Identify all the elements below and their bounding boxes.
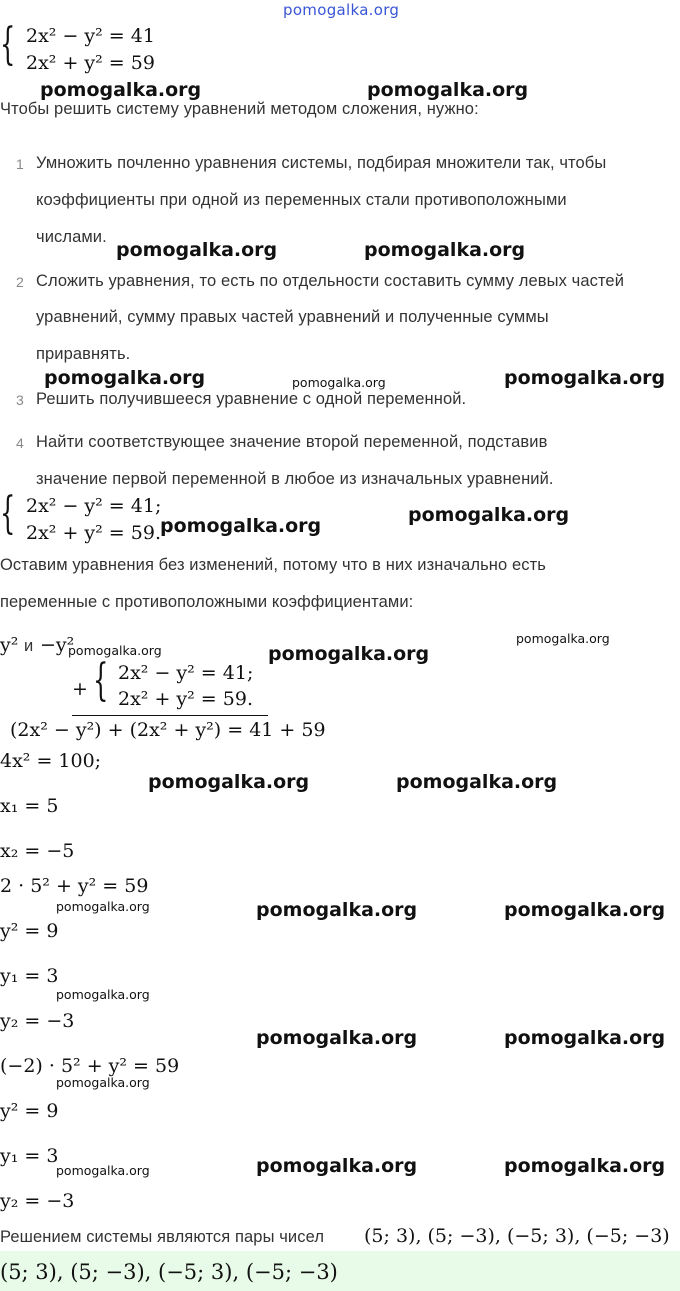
- watermark: pomogalka.org: [364, 239, 526, 261]
- watermark: pomogalka.org: [56, 987, 150, 1002]
- step-line: Сложить уравнения, то есть по отдельности составить сумму левых частей: [36, 272, 625, 290]
- step-line: уравнений, сумму правых частей уравнений и полученные суммы: [36, 308, 549, 326]
- intro-text: Чтобы решить систему уравнений методом сложения, нужно:: [0, 100, 479, 118]
- watermark: pomogalka.org: [160, 515, 322, 537]
- step-line: Умножить почленно уравнения системы, подбирая множители так, чтобы: [36, 154, 607, 172]
- step-number: 1: [16, 156, 24, 172]
- watermark: pomogalka.org: [148, 771, 310, 793]
- conclusion-pairs: (5; 3), (5; −3), (−5; 3), (−5; −3): [364, 1225, 670, 1247]
- watermark-top: pomogalka.org: [283, 1, 400, 19]
- explain-line: переменные с противоположными коэффициентами:: [0, 593, 414, 611]
- system2-eq1: 2x² − y² = 41;: [26, 495, 162, 517]
- watermark: pomogalka.org: [396, 771, 558, 793]
- step-line: коэффициенты при одной из переменных стали противоположными: [36, 191, 567, 209]
- watermark: pomogalka.org: [504, 899, 666, 921]
- watermark: pomogalka.org: [256, 1155, 418, 1177]
- addition-sum: (2x² − y²) + (2x² + y²) = 41 + 59: [10, 719, 326, 741]
- watermark: pomogalka.org: [367, 79, 529, 101]
- solution-line: y₂ = −3: [0, 1190, 75, 1212]
- system-brace: {: [93, 655, 109, 706]
- step-line: числами.: [36, 228, 107, 246]
- solution-line: y₂ = −3: [0, 1010, 75, 1032]
- solution-line: 2 · 5² + y² = 59: [0, 875, 149, 897]
- solution-line: y₁ = 3: [0, 1145, 59, 1167]
- solution-line: 4x² = 100;: [0, 750, 102, 772]
- watermark: pomogalka.org: [40, 79, 202, 101]
- answer-text: (5; 3), (5; −3), (−5; 3), (−5; −3): [0, 1260, 338, 1284]
- step-number: 4: [16, 435, 24, 451]
- coeff-b: −y²: [40, 634, 75, 656]
- watermark: pomogalka.org: [56, 899, 150, 914]
- step-number: 3: [16, 392, 24, 408]
- watermark: pomogalka.org: [56, 1163, 150, 1178]
- watermark: pomogalka.org: [56, 1075, 150, 1090]
- watermark: pomogalka.org: [504, 367, 666, 389]
- system1-eq1: 2x² − y² = 41: [26, 25, 155, 47]
- step-line: приравнять.: [36, 345, 131, 363]
- coeff-a: y²: [0, 634, 19, 656]
- watermark: pomogalka.org: [116, 239, 278, 261]
- watermark: pomogalka.org: [256, 899, 418, 921]
- addition-eq1: 2x² − y² = 41;: [118, 662, 254, 684]
- addition-eq2: 2x² + y² = 59.: [118, 688, 253, 710]
- watermark: pomogalka.org: [504, 1027, 666, 1049]
- step-number: 2: [16, 274, 24, 290]
- explain-line: Оставим уравнения без изменений, потому что в них изначально есть: [0, 556, 546, 574]
- watermark: pomogalka.org: [408, 504, 570, 526]
- solution-line: x₂ = −5: [0, 840, 75, 862]
- solution-line: y² = 9: [0, 920, 59, 942]
- step-line: значение первой переменной в любое из изначальных уравнений.: [36, 470, 554, 488]
- solution-line: y² = 9: [0, 1100, 59, 1122]
- step-line: Решить получившееся уравнение с одной переменной.: [36, 390, 467, 408]
- watermark: pomogalka.org: [68, 643, 162, 658]
- watermark: pomogalka.org: [292, 375, 386, 390]
- solution-line: x₁ = 5: [0, 795, 59, 817]
- system-brace: {: [0, 19, 16, 70]
- watermark: pomogalka.org: [504, 1155, 666, 1177]
- sum-line: [72, 715, 268, 716]
- plus-sign: +: [72, 678, 88, 700]
- watermark: pomogalka.org: [516, 631, 610, 646]
- solution-line: (−2) · 5² + y² = 59: [0, 1055, 180, 1077]
- solution-line: y₁ = 3: [0, 965, 59, 987]
- coeff-conj: и: [24, 637, 34, 655]
- watermark: pomogalka.org: [268, 643, 430, 665]
- step-line: Найти соответствующее значение второй переменной, подставив: [36, 433, 548, 451]
- system-brace: {: [0, 488, 16, 539]
- system2-eq2: 2x² + y² = 59.: [26, 522, 161, 544]
- watermark: pomogalka.org: [44, 367, 206, 389]
- system1-eq2: 2x² + y² = 59: [26, 52, 155, 74]
- conclusion-text: Решением системы являются пары чисел: [0, 1228, 325, 1246]
- watermark: pomogalka.org: [256, 1027, 418, 1049]
